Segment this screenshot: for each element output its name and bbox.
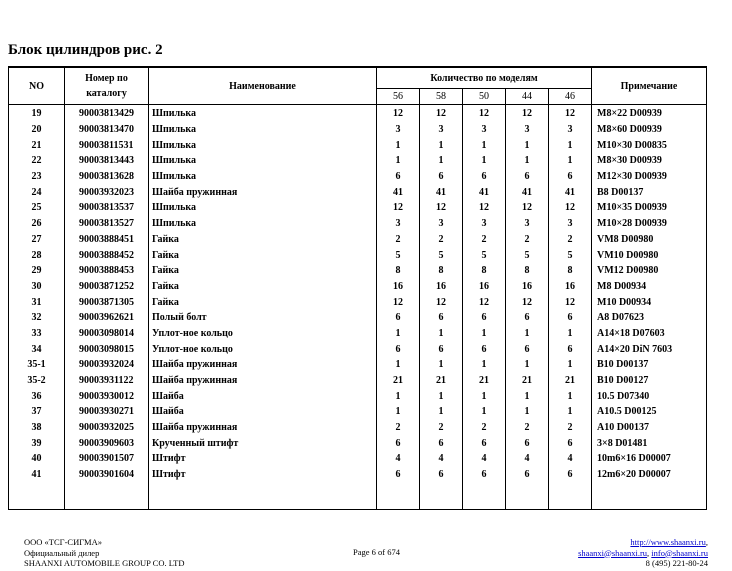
header-model-56: 56 xyxy=(377,89,420,105)
row-no: 26 xyxy=(9,216,65,232)
table-row xyxy=(9,200,707,216)
row-qty-56: 6 xyxy=(377,467,420,483)
row-qty-44: 1 xyxy=(506,388,549,404)
row-qty-46: 4 xyxy=(549,451,592,467)
row-qty-56: 3 xyxy=(377,216,420,232)
row-no: 19 xyxy=(9,105,65,122)
row-no: 29 xyxy=(9,263,65,279)
footer-company-block xyxy=(24,537,185,569)
row-qty-56: 1 xyxy=(377,326,420,342)
row-qty-44: 6 xyxy=(506,435,549,451)
row-name: Гайка xyxy=(149,247,377,263)
row-qty-50: 1 xyxy=(463,388,506,404)
row-note: B10 D00127 xyxy=(592,373,707,389)
row-no: 34 xyxy=(9,341,65,357)
row-name: Крученный штифт xyxy=(149,435,377,451)
header-catalog-number: Номер по каталогу xyxy=(65,67,149,105)
footer-contacts xyxy=(578,537,708,569)
row-note: 10m6×16 D00007 xyxy=(592,451,707,467)
row-note: M10×35 D00939 xyxy=(592,200,707,216)
row-note: A14×20 DiN 7603 xyxy=(592,341,707,357)
row-qty-50: 1 xyxy=(463,153,506,169)
row-note: 10.5 D07340 xyxy=(592,388,707,404)
row-qty-56: 1 xyxy=(377,153,420,169)
row-qty-50: 6 xyxy=(463,467,506,483)
row-no: 27 xyxy=(9,232,65,248)
row-qty-56: 6 xyxy=(377,169,420,185)
row-note: A14×18 D07603 xyxy=(592,326,707,342)
row-qty-58: 1 xyxy=(420,153,463,169)
row-qty-44: 12 xyxy=(506,294,549,310)
row-qty-56: 4 xyxy=(377,451,420,467)
table-row xyxy=(9,451,707,467)
row-note: A10 D00137 xyxy=(592,420,707,436)
table-row xyxy=(9,279,707,295)
row-qty-44: 6 xyxy=(506,169,549,185)
row-qty-46: 1 xyxy=(549,153,592,169)
row-qty-46: 6 xyxy=(549,169,592,185)
row-qty-44: 12 xyxy=(506,105,549,122)
row-name: Уплот-ное кольцо xyxy=(149,341,377,357)
row-qty-50: 12 xyxy=(463,105,506,122)
row-name: Шпилька xyxy=(149,153,377,169)
row-qty-46: 2 xyxy=(549,420,592,436)
header-qty-by-model: Количество по моделям xyxy=(377,67,592,89)
row-qty-44: 8 xyxy=(506,263,549,279)
table-row xyxy=(9,357,707,373)
row-qty-58: 1 xyxy=(420,388,463,404)
row-qty-56: 16 xyxy=(377,279,420,295)
row-qty-46: 8 xyxy=(549,263,592,279)
row-catalog-number: 90003871305 xyxy=(65,294,149,310)
row-qty-50: 2 xyxy=(463,232,506,248)
row-qty-50: 6 xyxy=(463,169,506,185)
row-qty-44: 1 xyxy=(506,137,549,153)
row-name: Гайка xyxy=(149,232,377,248)
row-no: 38 xyxy=(9,420,65,436)
row-name: Шайба пружинная xyxy=(149,184,377,200)
row-no: 40 xyxy=(9,451,65,467)
row-qty-46: 6 xyxy=(549,467,592,483)
row-name: Шайба xyxy=(149,388,377,404)
row-qty-44: 1 xyxy=(506,153,549,169)
row-qty-44: 6 xyxy=(506,310,549,326)
row-name: Шпилька xyxy=(149,122,377,138)
row-name: Шпилька xyxy=(149,216,377,232)
table-row xyxy=(9,420,707,436)
row-qty-58: 6 xyxy=(420,435,463,451)
row-catalog-number: 90003930012 xyxy=(65,388,149,404)
table-row xyxy=(9,326,707,342)
row-qty-44: 4 xyxy=(506,451,549,467)
row-qty-50: 1 xyxy=(463,137,506,153)
row-no: 30 xyxy=(9,279,65,295)
row-name: Штифт xyxy=(149,467,377,483)
row-qty-46: 1 xyxy=(549,137,592,153)
table-row xyxy=(9,153,707,169)
row-catalog-number: 90003813527 xyxy=(65,216,149,232)
row-no: 36 xyxy=(9,388,65,404)
row-qty-56: 1 xyxy=(377,404,420,420)
row-no: 22 xyxy=(9,153,65,169)
row-qty-50: 4 xyxy=(463,451,506,467)
table-row xyxy=(9,373,707,389)
filler-cell xyxy=(65,483,149,510)
row-no: 33 xyxy=(9,326,65,342)
filler-cell xyxy=(549,483,592,510)
row-note: A8 D07623 xyxy=(592,310,707,326)
row-note: M8×22 D00939 xyxy=(592,105,707,122)
row-qty-58: 16 xyxy=(420,279,463,295)
header-model-58: 58 xyxy=(420,89,463,105)
row-note: M10 D00934 xyxy=(592,294,707,310)
row-qty-58: 5 xyxy=(420,247,463,263)
row-qty-56: 3 xyxy=(377,122,420,138)
email-link-info[interactable]: info@shaanxi.ru xyxy=(651,547,708,558)
row-note: M8 D00934 xyxy=(592,279,707,295)
table-row xyxy=(9,388,707,404)
header-no: NO xyxy=(9,67,65,105)
row-catalog-number: 90003813470 xyxy=(65,122,149,138)
row-qty-58: 41 xyxy=(420,184,463,200)
row-qty-58: 1 xyxy=(420,357,463,373)
row-name: Шайба пружинная xyxy=(149,420,377,436)
filler-cell xyxy=(506,483,549,510)
row-qty-46: 12 xyxy=(549,200,592,216)
row-qty-58: 3 xyxy=(420,216,463,232)
row-qty-46: 16 xyxy=(549,279,592,295)
row-note: M10×28 D00939 xyxy=(592,216,707,232)
filler-cell xyxy=(149,483,377,510)
row-qty-46: 1 xyxy=(549,326,592,342)
row-no: 28 xyxy=(9,247,65,263)
filler-cell xyxy=(592,483,707,510)
row-qty-56: 1 xyxy=(377,388,420,404)
parts-table xyxy=(8,66,707,510)
row-qty-46: 1 xyxy=(549,357,592,373)
row-qty-58: 6 xyxy=(420,169,463,185)
row-qty-56: 5 xyxy=(377,247,420,263)
row-catalog-number: 90003932023 xyxy=(65,184,149,200)
row-qty-58: 3 xyxy=(420,122,463,138)
row-no: 39 xyxy=(9,435,65,451)
row-qty-56: 1 xyxy=(377,357,420,373)
row-name: Шпилька xyxy=(149,200,377,216)
row-qty-56: 2 xyxy=(377,232,420,248)
row-catalog-number: 90003932024 xyxy=(65,357,149,373)
row-name: Шпилька xyxy=(149,137,377,153)
row-qty-56: 6 xyxy=(377,341,420,357)
row-qty-58: 2 xyxy=(420,232,463,248)
row-qty-58: 12 xyxy=(420,105,463,122)
row-no: 35-2 xyxy=(9,373,65,389)
row-catalog-number: 90003813429 xyxy=(65,105,149,122)
table-row xyxy=(9,467,707,483)
header-name: Наименование xyxy=(149,67,377,105)
row-no: 32 xyxy=(9,310,65,326)
row-note: M12×30 D00939 xyxy=(592,169,707,185)
filler-cell xyxy=(377,483,420,510)
row-catalog-number: 90003930271 xyxy=(65,404,149,420)
row-name: Гайка xyxy=(149,279,377,295)
row-catalog-number: 90003871252 xyxy=(65,279,149,295)
row-catalog-number: 90003888452 xyxy=(65,247,149,263)
row-qty-46: 12 xyxy=(549,105,592,122)
row-note: B10 D00137 xyxy=(592,357,707,373)
row-name: Шпилька xyxy=(149,105,377,122)
row-qty-50: 12 xyxy=(463,294,506,310)
row-qty-56: 12 xyxy=(377,200,420,216)
row-qty-44: 6 xyxy=(506,467,549,483)
row-note: M8×60 D00939 xyxy=(592,122,707,138)
header-model-46: 46 xyxy=(549,89,592,105)
row-qty-50: 1 xyxy=(463,326,506,342)
row-note: M8×30 D00939 xyxy=(592,153,707,169)
row-no: 31 xyxy=(9,294,65,310)
row-qty-46: 6 xyxy=(549,310,592,326)
row-qty-50: 1 xyxy=(463,404,506,420)
row-catalog-number: 90003909603 xyxy=(65,435,149,451)
row-qty-46: 41 xyxy=(549,184,592,200)
row-qty-44: 3 xyxy=(506,122,549,138)
row-qty-50: 6 xyxy=(463,310,506,326)
row-qty-50: 12 xyxy=(463,200,506,216)
row-name: Гайка xyxy=(149,294,377,310)
row-qty-46: 3 xyxy=(549,216,592,232)
row-qty-44: 12 xyxy=(506,200,549,216)
row-qty-50: 3 xyxy=(463,216,506,232)
footer-company: ООО «ТСГ-СИГМА» xyxy=(24,537,102,547)
row-note: M10×30 D00835 xyxy=(592,137,707,153)
row-qty-58: 1 xyxy=(420,326,463,342)
row-qty-58: 21 xyxy=(420,373,463,389)
row-qty-44: 3 xyxy=(506,216,549,232)
row-qty-50: 16 xyxy=(463,279,506,295)
row-catalog-number: 90003901604 xyxy=(65,467,149,483)
table-row xyxy=(9,294,707,310)
row-qty-56: 2 xyxy=(377,420,420,436)
row-qty-46: 1 xyxy=(549,404,592,420)
row-qty-46: 6 xyxy=(549,341,592,357)
row-catalog-number: 90003932025 xyxy=(65,420,149,436)
row-qty-50: 3 xyxy=(463,122,506,138)
row-qty-44: 5 xyxy=(506,247,549,263)
header-note: Примечание xyxy=(592,67,707,105)
row-name: Штифт xyxy=(149,451,377,467)
row-no: 21 xyxy=(9,137,65,153)
row-catalog-number: 90003098015 xyxy=(65,341,149,357)
email-link-shaanxi[interactable]: shaanxi@shaanxi.ru xyxy=(578,547,648,558)
table-row xyxy=(9,341,707,357)
page-title: Блок цилиндров рис. 2 xyxy=(8,42,163,58)
table-row xyxy=(9,310,707,326)
header-model-44: 44 xyxy=(506,89,549,105)
row-qty-44: 1 xyxy=(506,404,549,420)
row-qty-50: 6 xyxy=(463,435,506,451)
row-qty-46: 12 xyxy=(549,294,592,310)
row-qty-58: 2 xyxy=(420,420,463,436)
table-row xyxy=(9,184,707,200)
row-qty-58: 4 xyxy=(420,451,463,467)
footer-phone: 8 (495) 221-80-24 xyxy=(645,558,708,568)
row-qty-58: 8 xyxy=(420,263,463,279)
row-name: Полый болт xyxy=(149,310,377,326)
row-no: 35-1 xyxy=(9,357,65,373)
row-qty-44: 41 xyxy=(506,184,549,200)
table-filler-row xyxy=(9,483,707,510)
row-qty-56: 12 xyxy=(377,105,420,122)
row-no: 25 xyxy=(9,200,65,216)
row-catalog-number: 90003931122 xyxy=(65,373,149,389)
row-no: 37 xyxy=(9,404,65,420)
row-qty-44: 2 xyxy=(506,232,549,248)
table-row xyxy=(9,105,707,122)
table-row xyxy=(9,435,707,451)
row-qty-58: 1 xyxy=(420,137,463,153)
row-qty-50: 41 xyxy=(463,184,506,200)
row-qty-50: 6 xyxy=(463,341,506,357)
filler-cell xyxy=(9,483,65,510)
website-link[interactable]: http://www.shaanxi.ru xyxy=(630,537,706,547)
row-catalog-number: 90003098014 xyxy=(65,326,149,342)
row-qty-50: 21 xyxy=(463,373,506,389)
row-qty-46: 2 xyxy=(549,232,592,248)
table-row xyxy=(9,404,707,420)
table-row xyxy=(9,122,707,138)
row-qty-58: 6 xyxy=(420,341,463,357)
row-qty-44: 1 xyxy=(506,326,549,342)
table-row xyxy=(9,232,707,248)
filler-cell xyxy=(420,483,463,510)
row-catalog-number: 90003901507 xyxy=(65,451,149,467)
row-qty-58: 6 xyxy=(420,310,463,326)
row-catalog-number: 90003813443 xyxy=(65,153,149,169)
row-catalog-number: 90003962621 xyxy=(65,310,149,326)
row-qty-46: 3 xyxy=(549,122,592,138)
row-qty-44: 1 xyxy=(506,357,549,373)
row-note: VM10 D00980 xyxy=(592,247,707,263)
row-qty-56: 6 xyxy=(377,435,420,451)
row-catalog-number: 90003811531 xyxy=(65,137,149,153)
row-no: 24 xyxy=(9,184,65,200)
row-note: VM8 D00980 xyxy=(592,232,707,248)
row-qty-50: 8 xyxy=(463,263,506,279)
row-qty-46: 21 xyxy=(549,373,592,389)
row-qty-46: 6 xyxy=(549,435,592,451)
row-qty-44: 6 xyxy=(506,341,549,357)
row-name: Шайба пружинная xyxy=(149,373,377,389)
row-catalog-number: 90003813537 xyxy=(65,200,149,216)
row-name: Шпилька xyxy=(149,169,377,185)
row-note: B8 D00137 xyxy=(592,184,707,200)
row-qty-44: 21 xyxy=(506,373,549,389)
row-qty-56: 8 xyxy=(377,263,420,279)
row-note: VM12 D00980 xyxy=(592,263,707,279)
row-qty-44: 16 xyxy=(506,279,549,295)
footer-comma: , xyxy=(705,537,708,547)
table-row xyxy=(9,247,707,263)
row-qty-50: 5 xyxy=(463,247,506,263)
row-no: 20 xyxy=(9,122,65,138)
row-qty-58: 1 xyxy=(420,404,463,420)
footer-separator: , xyxy=(647,547,652,558)
row-name: Шайба xyxy=(149,404,377,420)
row-qty-58: 6 xyxy=(420,467,463,483)
row-no: 23 xyxy=(9,169,65,185)
row-qty-44: 2 xyxy=(506,420,549,436)
row-qty-56: 6 xyxy=(377,310,420,326)
row-qty-46: 1 xyxy=(549,388,592,404)
table-row xyxy=(9,169,707,185)
table-row xyxy=(9,216,707,232)
filler-cell xyxy=(463,483,506,510)
row-note: A10.5 D00125 xyxy=(592,404,707,420)
row-qty-56: 41 xyxy=(377,184,420,200)
row-catalog-number: 90003888451 xyxy=(65,232,149,248)
row-note: 3×8 D01481 xyxy=(592,435,707,451)
header-model-50: 50 xyxy=(463,89,506,105)
row-note: 12m6×20 D00007 xyxy=(592,467,707,483)
footer-page-number: Page 6 of 674 xyxy=(353,547,400,557)
row-qty-56: 12 xyxy=(377,294,420,310)
row-name: Уплот-ное кольцо xyxy=(149,326,377,342)
row-qty-50: 1 xyxy=(463,357,506,373)
row-no: 41 xyxy=(9,467,65,483)
row-catalog-number: 90003888453 xyxy=(65,263,149,279)
footer-dealer: Официальный дилер xyxy=(24,547,100,558)
row-qty-50: 2 xyxy=(463,420,506,436)
row-qty-46: 5 xyxy=(549,247,592,263)
row-qty-58: 12 xyxy=(420,200,463,216)
footer-group: SHAANXI AUTOMOBILE GROUP CO. LTD xyxy=(24,558,185,568)
row-name: Гайка xyxy=(149,263,377,279)
row-qty-56: 21 xyxy=(377,373,420,389)
row-qty-56: 1 xyxy=(377,137,420,153)
row-qty-58: 12 xyxy=(420,294,463,310)
row-name: Шайба пружинная xyxy=(149,357,377,373)
row-catalog-number: 90003813628 xyxy=(65,169,149,185)
table-row xyxy=(9,263,707,279)
table-row xyxy=(9,137,707,153)
